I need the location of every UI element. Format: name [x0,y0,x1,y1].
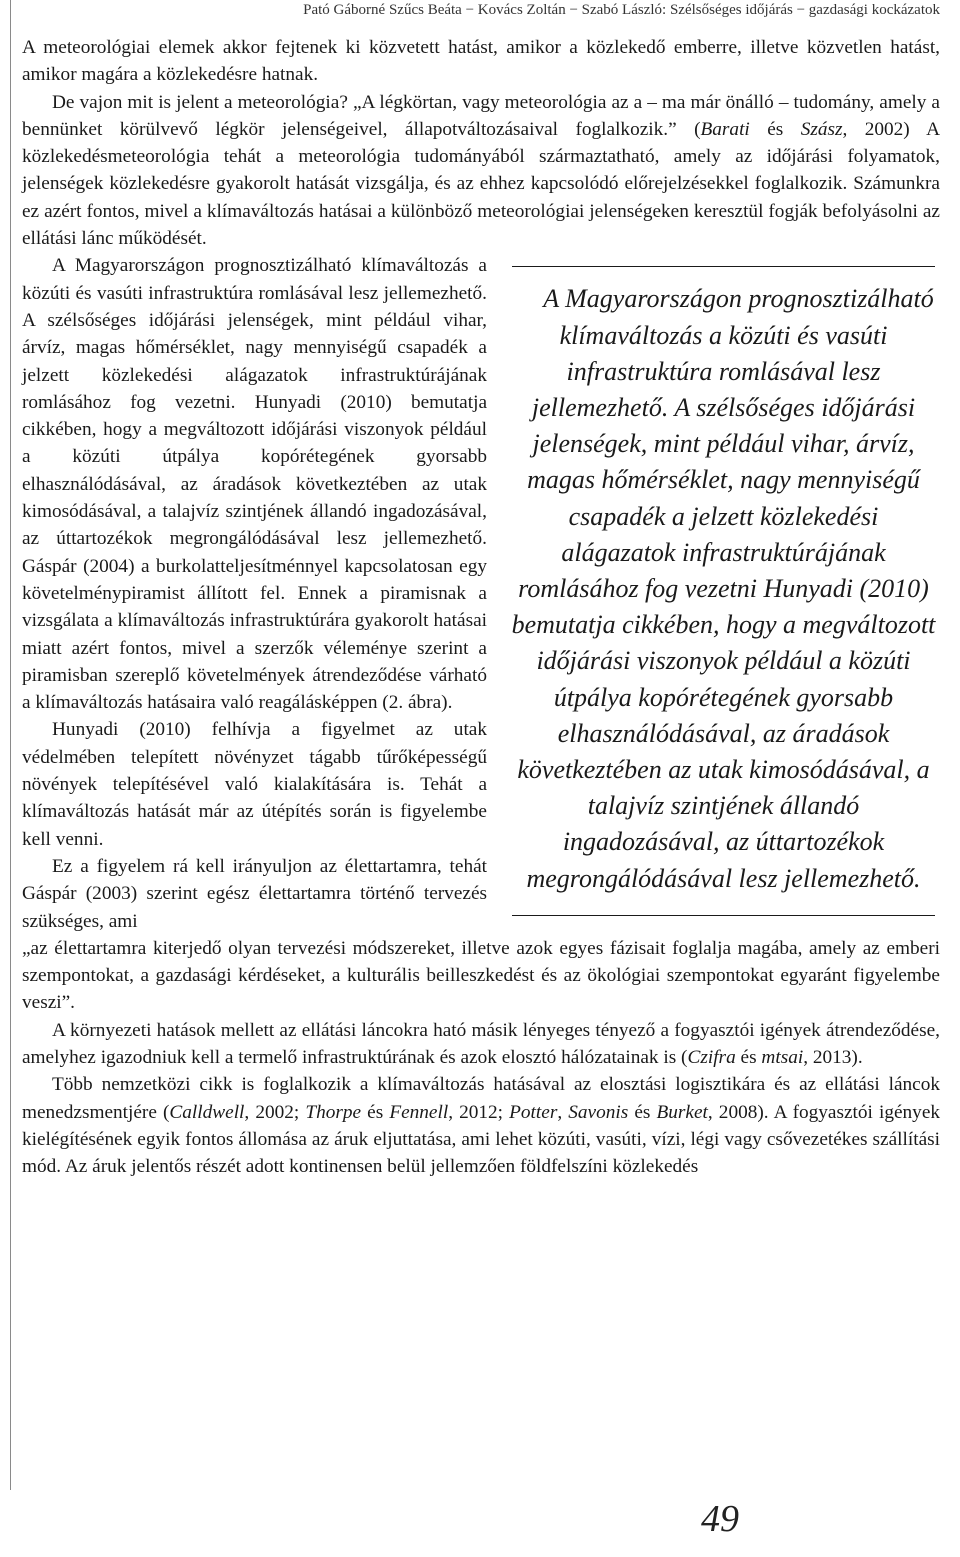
pull-quote-box [507,266,940,915]
paragraph-meteorology-definition: De vajon mit is jelent a meteorológia? „A légkörtan, vagy meteorológia az a – ma már önálló – tudomány, amely a bennünket körülvevő légkör jelenségeivel, állapotváltozásaival foglalkozik.” (Barati és Szász, 2002) A közlekedésmeteorológia tehát a meteorológia tudományából származtatható, amely az időjárási folyamatok, jelenségek közlekedésre gyakorolt hatását vizsgálja, és az ehhez kapcsolódó előrejelzésekkel foglalkozik. Számunkra ez azért fontos, mivel a klímaváltozás hatásai a különböző meteorológiai jelenségeken keresztül fogják befolyásolni az ellátási lánc működését. [22,91,941,250]
article-body [22,34,940,1180]
pull-quote-bottom-rule [512,915,935,916]
page-left-rule [10,0,11,1490]
paragraph-international-articles: Több nemzetközi cikk is foglalkozik a klímaváltozás hatásával az elosztási logisztikára és az ellátási láncok menedzsmentjére (Calldwell, 2002; Thorpe és Fennell, 2012; Potter, Savonis és Burket, 2008). A fogyasztói igények kielégítésének egyik fontos állomása az áruk eljuttatása, ami lehet közúti, vasúti, vízi, légi vagy csővezetékes szállítási mód. Az áruk jelentős részét adott kontinensen belül jellemzően földfelszíni közlekedés [22,1074,941,1178]
paragraph-climate-infrastructure: A Magyarországon prognosztizálható klímaváltozás a közúti és vasúti infrastruktúra romlásával lesz jellemezhető. A szélsőséges időjárási jelenségek, mint például vihar, árvíz, magas hőmérséklet, nagy mennyiségű csapadék a jelzett közlekedési alágazatok infrastruktúrájának romlásához fog vezetni Hunyadi (2010) bemutatja cikkében, hogy a megváltozott időjárási viszonyok például a közúti útpálya kopórétegének gyorsabb elhasználódásával, az áradások következtében az utak kimosódásával, a talajvíz szintjének állandó ingadozásával, az úttartozékok megrongálódásával lesz jellemezhető. A Magyarországon prognosztizálható klímaváltozás a közúti és vasúti infrastruktúra romlásával lesz jellemezhető. A szélsőséges időjárási jelenségek, mint például vihar, árvíz, magas hőmérséklet, nagy mennyiségű csapadék a jelzett közlekedési alágazatok infrastruktúrájának romlásához fog vezetni. Hunyadi (2010) bemutatja cikkében, hogy a megváltozott időjárási viszonyok például a közúti útpálya kopórétegének gyorsabb elhasználódásával, az áradások következtében az utak kimosódásával, a talajvíz szintjének állandó ingadozásával, az úttartozékok megrongálódásával lesz jellemezhető. Gáspár (2004) a burkolatteljesítménnyel kapcsolatosan egy követelménypiramist állított fel. Ennek a piramisnak a vizsgálata a klímaváltozás infrastruktúrára gyakorolt hatásai miatt azért fontos, mivel a szerzők véleménye szerint a piramisban szereplő követelmények átrendeződése várható a klímaváltozás hatásaira való reagálásképpen (2. ábra). [22,252,940,716]
pull-quote-text: A Magyarországon prognosztizálható klímaváltozás a közúti és vasúti infrastruktúra romlásával lesz jellemezhető. A szélsőséges időjárási jelenségek, mint például vihar, árvíz, magas hőmérséklet, nagy mennyiségű csapadék a jelzett közlekedési alágazatok infrastruktúrájának romlásához fog vezetni Hunyadi (2010) bemutatja cikkében, hogy a megváltozott időjárási viszonyok például a közúti útpálya kopórétegének gyorsabb elhasználódásával, az áradások következtében az utak kimosódásával, a talajvíz szintjének állandó ingadozásával, az úttartozékok megrongálódásával lesz jellemezhető. [511,284,936,893]
paragraph-meteorological-effects: A meteorológiai elemek akkor fejtenek ki közvetett hatást, amikor a közlekedő emberre, illetve közvetlen hatást, amikor magára a közlekedésre hatnak. [22,37,940,86]
page-number: 49 [701,1498,739,1540]
paragraph-lifetime-design: Ez a figyelem rá kell irányuljon az élettartamra, tehát Gáspár (2003) szerint egész élettartamra történő tervezés szükséges, ami [22,855,487,932]
running-head: Pató Gáborné Szűcs Beáta − Kovács Zoltán − Szabó László: Szélsőséges időjárás − gazdasági kockázatok [303,2,940,18]
paragraph-consumer-demand: A környezeti hatások mellett az ellátási láncokra ható másik lényeges tényező a fogyasztói igények átrendeződése, amelyhez igazodniuk kell a termelő infrastruktúrának és azok elosztó hálózatainak is (Czifra és mtsai, 2013). [22,1019,940,1068]
paragraph-vegetation: Hunyadi (2010) felhívja a figyelmet az utak védelmében telepített növényzet tágabb tűrőképességű növények telepítésével való kialakítására is. Tehát a klímaváltozás hatását már az útépítés során is figyelembe kell venni. [22,719,487,850]
block-quote-gaspar: „az élettartamra kiterjedő olyan tervezési módszereket, illetve azok egyes fázisait foglalja magába, amely az emberi szempontokat, a gazdasági kérdéseket, a kulturális beilleszkedést és az ökológiai szempontokat egyaránt figyelembe veszi”. [22,937,940,1014]
